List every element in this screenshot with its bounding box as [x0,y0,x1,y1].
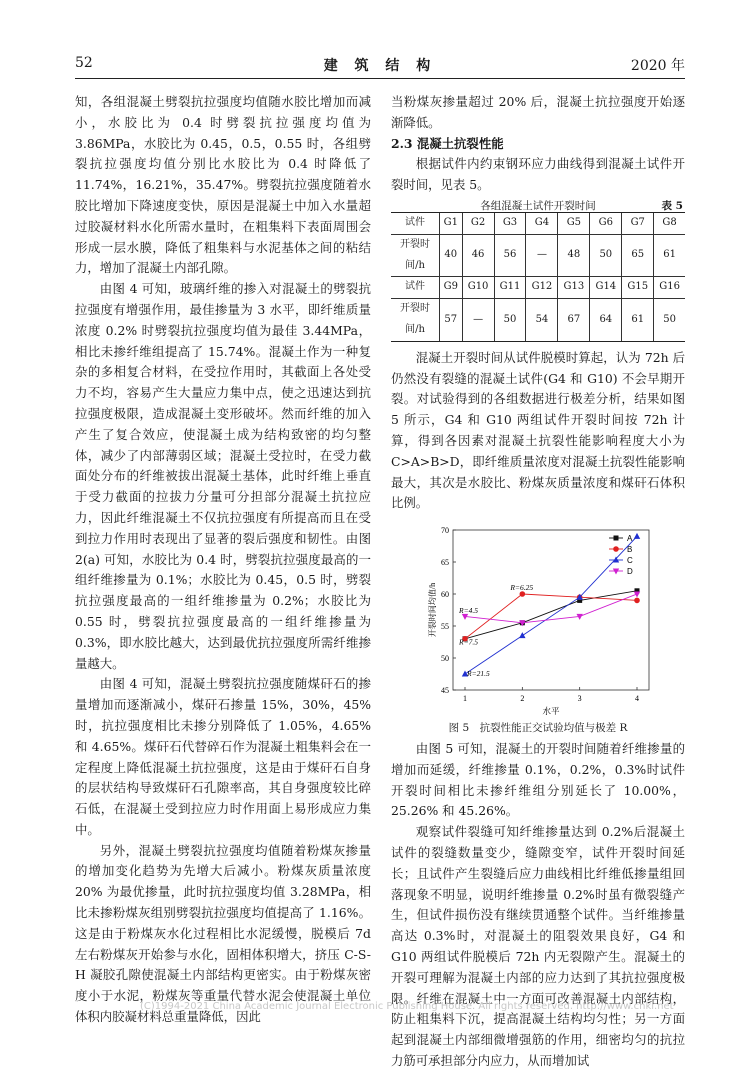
table-cell: 开裂时间/h [391,234,440,277]
table-cell: 开裂时间/h [391,299,440,342]
table-cell: 57 [440,299,463,342]
legend-label-B: B [627,545,633,555]
paragraph: 由图 4 可知，玻璃纤维的掺入对混凝土的劈裂抗拉强度有增强作用，最佳掺量为 3 水平，即纤维质量浓度 0.2% 时劈裂抗拉强度均值为最佳 3.44MPa，相比未掺纤维组提高了 15.74%。混凝土作为一种复杂的多相复合材料，在受拉作用时，其截面上各处受力不均，容易产生大量应力集中点，使之迅速达到抗拉强度极限，造成混凝土变形破坏。然而纤维的加入产生了复合效应，使混凝土成为结构致密的均匀整体，减少了内部薄弱区域；混凝土受拉时，在受力截面处分布的纤维被拔出混凝土基体，此时纤维上垂直于受力截面的拉拔力分量可分担部分混凝土抗拉应力，因此纤维混凝土不仅抗拉强度有所提高而且在受到拉力作用时表现出了显著的裂后强度和韧性。由图 2(a) 可知，水胶比为 0.4 时，劈裂抗拉强度最高的一组纤维掺量为 0.1%；水胶比为 0.45，0.5 时，劈裂抗拉强度最高的一组纤维掺量为 0.2%；水胶比为 0.55 时，劈裂抗拉强度最高的一组纤维掺量为 0.3%，即水胶比越大，达到最优抗拉强度所需纤维掺量越大。 [75,281,371,671]
data-point-B [634,598,640,604]
table-cell: G6 [590,212,622,234]
publication-year: 2020 年 [630,58,685,74]
y-tick-label: 55 [441,622,449,632]
table-cell: G13 [558,277,590,299]
table-cell: G10 [462,277,494,299]
data-point-C [634,533,640,539]
table-cell: 61 [654,234,685,277]
table-cell: 试件 [391,277,440,299]
plot-frame [453,530,649,690]
line-chart [391,518,685,718]
right-column [391,92,685,1072]
table-cell: — [462,299,494,342]
table-cell: G1 [440,212,463,234]
x-tick-label: 2 [520,694,525,704]
figure-caption: 图 5 抗裂性能正交试验均值与极差 R [448,722,628,735]
paragraph: 观察试件裂缝可知纤维掺量达到 0.2%后混凝土试件的裂缝数量变少，缝隙变窄，试件开裂时间延长；且试件产生裂缝后应力曲线相比纤维低掺量组回落现象不明显，说明纤维掺量 0.2%时虽有微裂缝产生，但试件损伤没有继续贯通整个试件。当纤维掺量高达 0.3%时，对混凝土的阻裂效果良好，G4 和 G10 两组试件脱模后 72h 内无裂隙产生。混凝土的开裂可理解为混凝土内部的应力达到了其抗拉强度极限。纤维在混凝土中一方面可改善混凝土内部结构，防止粗集料下沉，提高混凝土结构均匀性；另一方面起到混凝土内部细微增强筋的作用，细密均匀的抗拉力筋可承担部分内应力，从而增加试 [391,824,685,1068]
section-heading: 2.3 混凝土抗裂性能 [391,135,504,151]
table-cell: G4 [526,212,558,234]
table-cell: 61 [622,299,654,342]
y-tick-label: 65 [441,558,449,568]
table-cell: G14 [590,277,622,299]
table-label: 表 5 [661,199,683,212]
x-tick-label: 1 [463,694,467,704]
legend-marker-B [613,546,619,552]
range-annotation: R=6.25 [510,583,534,593]
table-cell: 64 [590,299,622,342]
table-cell: G2 [462,212,494,234]
paragraph: 由图 4 可知，混凝土劈裂抗拉强度随煤矸石的掺量增加而逐渐减小，煤矸石掺量 15%，30%，45% 时，抗拉强度相比未掺分别降低了 1.05%，4.65% 和 4.65%。煤矸石代替碎石作为混凝土粗集料会在一定程度上降低混凝土抗拉强度，这是由于煤矸石自身的层状结构导致煤矸石孔隙率高，其自身强度较比碎石低，在混凝土受到拉应力时作用面上易形成应力集中。 [75,676,371,837]
table-cell: G7 [622,212,654,234]
table-row [391,299,685,342]
figure-5 [391,518,685,718]
table-row [391,234,685,277]
table-cell: — [526,234,558,277]
paragraph: 知，各组混凝土劈裂抗拉强度均值随水胶比增加而减小，水胶比为 0.4 时劈裂抗拉强度均值为 3.86MPa，水胶比为 0.45，0.5，0.55 时，各组劈裂抗拉强度均值分别比水胶比为 0.4 时降低了 11.74%，16.21%，35.47%。劈裂抗拉强度随着水胶比增加下降速度变快，原因是混凝土中加入水量超过胶凝材料水化所需水量时，在粗集料下表面周围会形成一层水膜，降低了粗集料与水泥基体之间的粘结力，增加了混凝土内部孔隙。 [75,94,371,276]
table-cell: G16 [654,277,685,299]
paragraph: 根据试件内约束钢环应力曲线得到混凝土试件开裂时间，见表 5。 [391,156,685,193]
table-cell: 试件 [391,212,440,234]
x-tick-label: 3 [577,694,582,704]
table-cell: 67 [558,299,590,342]
paragraph: 由图 5 可知，混凝土的开裂时间随着纤维掺量的增加而延缓，纤维掺量 0.1%，0.2%，0.3%时试件开裂时间相比未掺纤维组分别延长了 10.00%，25.26% 和 45.26%。 [391,740,685,819]
x-axis-label: 水平 [542,706,560,717]
table-cell: 54 [526,299,558,342]
range-annotation: R=4.5 [459,606,479,616]
table-cell: 50 [494,299,526,342]
legend-marker-A [614,536,619,541]
y-tick-label: 70 [441,526,449,536]
y-tick-label: 50 [441,654,449,664]
table-cell: 65 [622,234,654,277]
table-cell: 50 [590,234,622,277]
range-annotation: R=21.5 [467,669,490,679]
y-tick-label: 45 [441,686,449,696]
range-annotation: R=7.5 [459,637,479,647]
table-row [391,277,685,299]
table-cell: G12 [526,277,558,299]
legend-label-D: D [627,567,633,577]
left-column [75,92,371,1028]
table-cell: 46 [462,234,494,277]
table-title: 各组混凝土试件开裂时间 [480,199,596,212]
data-point-C [519,632,525,638]
table-cell: G8 [654,212,685,234]
table-cell: G15 [622,277,654,299]
table-cell: G9 [440,277,463,299]
legend-label-C: C [627,556,633,566]
paragraph: 另外，混凝土劈裂抗拉强度均值随着粉煤灰掺量的增加变化趋势为先增大后减小。粉煤灰质量浓度 20% 为最优掺量，此时抗拉强度均值 3.28MPa，相比未掺粉煤灰组别劈裂抗拉强度均值提高了 1.16%。这是由于粉煤灰水化过程相比水泥缓慢，脱模后 7d 左右粉煤灰开始参与水化，固相体积增大，挤压 C-S-H 凝胶孔隙使混凝土内部结构更密实。由于粉煤灰密度小于水泥，粉煤灰等重量代替水泥会使混凝土单位体积内胶凝材料总重量降低，因此 [75,842,371,1025]
table-cell: 56 [494,234,526,277]
table-cell: 50 [654,299,685,342]
series-line-C [465,537,637,675]
table-cell: G11 [494,277,526,299]
paragraph: 当粉煤灰掺量超过 20% 后，混凝土抗拉强度开始逐渐降低。 [391,94,685,130]
table-cell: G5 [558,212,590,234]
x-tick-label: 4 [635,694,639,704]
page-number: 52 [75,55,93,71]
page-header [75,55,685,77]
legend-marker-D [613,569,619,575]
watermark: (C)1994-2021 China Academic Journal Electronic Publishing House. All rights reserved. http://www.cnki.net [140,1001,674,1012]
paragraph: 混凝土开裂时间从试件脱模时算起，认为 72h 后仍然没有裂缝的混凝土试件(G4 和 G10) 不会早期开裂。对试验得到的各组数据进行极差分析，结果如图 5 所示，G4 和 G10 两组试件开裂时间按 72h 计算，得到各因素对混凝土抗裂性能影响程度大小为 C>A>B>D，即纤维质量浓度对混凝土抗裂性能影响最大，其次是水胶比、粉煤灰质量浓度和煤矸石体积比例。 [391,349,685,511]
header-rule [75,78,685,79]
table-cell: 48 [558,234,590,277]
table-cell: 40 [440,234,463,277]
journal-title: 建 筑 结 构 [323,58,437,74]
legend-label-A: A [627,534,633,544]
table-caption [391,196,685,212]
y-axis-label: 开裂时间均值/h [428,583,437,638]
legend-marker-C [613,557,619,563]
series-line-A [465,591,637,639]
y-tick-label: 60 [441,590,449,600]
table-cell: G3 [494,212,526,234]
crack-time-table [391,212,685,342]
